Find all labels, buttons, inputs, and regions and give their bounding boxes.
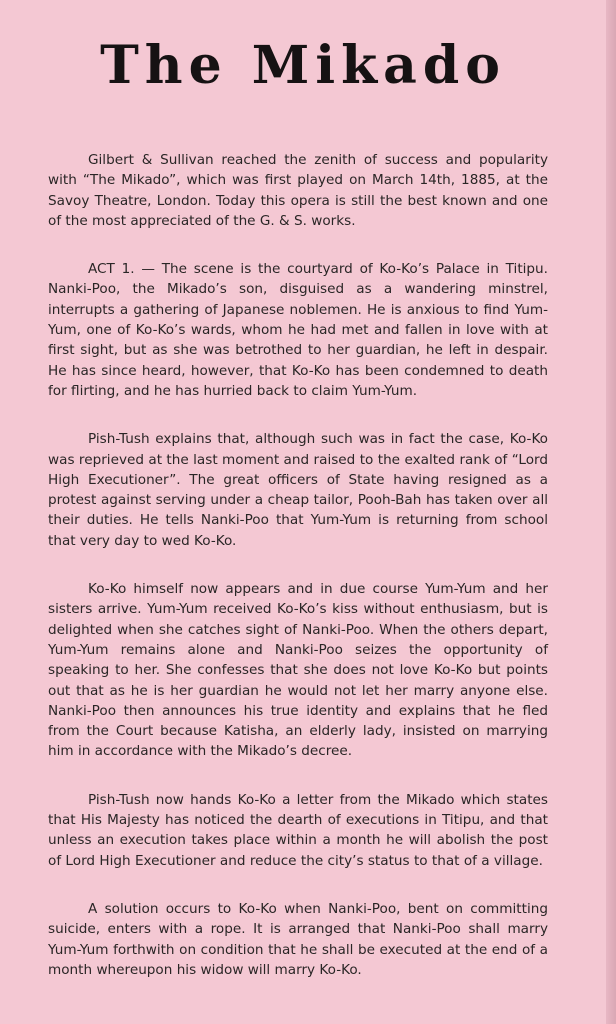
document-body — [48, 150, 548, 1008]
paragraph-act-1: ACT 1. — The scene is the courtyard of Ko-Ko’s Palace in Titipu. Nanki-Poo, the Mikado’s son, disguised as a wandering minstrel, interrupts a gathering of Japanese noblemen. He is anxious to find Yum-Yum, one of Ko-Ko’s wards, whom he had met and fallen in love with at first sight, but as she was betrothed to her guardian, he left in despair. He has since heard, however, that Ko-Ko has been condemned to death for flirting, and he has hurried back to claim Yum-Yum. — [48, 261, 548, 399]
paragraph-ko-ko: Ko-Ko himself now appears and in due course Yum-Yum and her sisters arrive. Yum-Yum received Ko-Ko’s kiss without enthusiasm, but is delighted when she catches sight of Nanki-Poo. When the others depart, Yum-Yum remains alone and Nanki-Poo seizes the opportunity of speaking to her. She confesses that she does not love Ko-Ko but points out that as he is her guardian he would not let her marry anyone else. Nanki-Poo then announces his true identity and explains that he fled from the Court because Katisha, an elderly lady, insisted on marrying him in accordance with the Mikado’s decree. — [48, 581, 548, 760]
paragraph-intro: Gilbert & Sullivan reached the zenith of success and popularity with “The Mikado”, which was first played on March 14th, 1885, at the Savoy Theatre, London. Today this opera is still the best known and one of the most appreciated of the G. & S. works. — [48, 152, 548, 229]
page-edge — [606, 0, 616, 1024]
paragraph-pish-tush: Pish-Tush explains that, although such was in fact the case, Ko-Ko was reprieved at the last moment and raised to the exalted rank of “Lord High Executioner”. The great officers of State having resigned as a protest against serving under a cheap tailor, Pooh-Bah has taken over all their duties. He tells Nanki-Poo that Yum-Yum is returning from school that very day to wed Ko-Ko. — [48, 431, 548, 549]
paragraph-letter: Pish-Tush now hands Ko-Ko a letter from the Mikado which states that His Majesty has noticed the dearth of executions in Titipu, and that unless an execution takes place within a month he will abolish the post of Lord High Executioner and reduce the city’s status to that of a village. — [48, 791, 548, 869]
page-title: The Mikado — [100, 35, 506, 96]
paragraph-solution: A solution occurs to Ko-Ko when Nanki-Poo, bent on committing suicide, enters with a rope. It is arranged that Nanki-Poo shall marry Yum-Yum forthwith on condition that he shall be executed at the end of a month whereupon his widow will marry Ko-Ko. — [48, 900, 548, 978]
